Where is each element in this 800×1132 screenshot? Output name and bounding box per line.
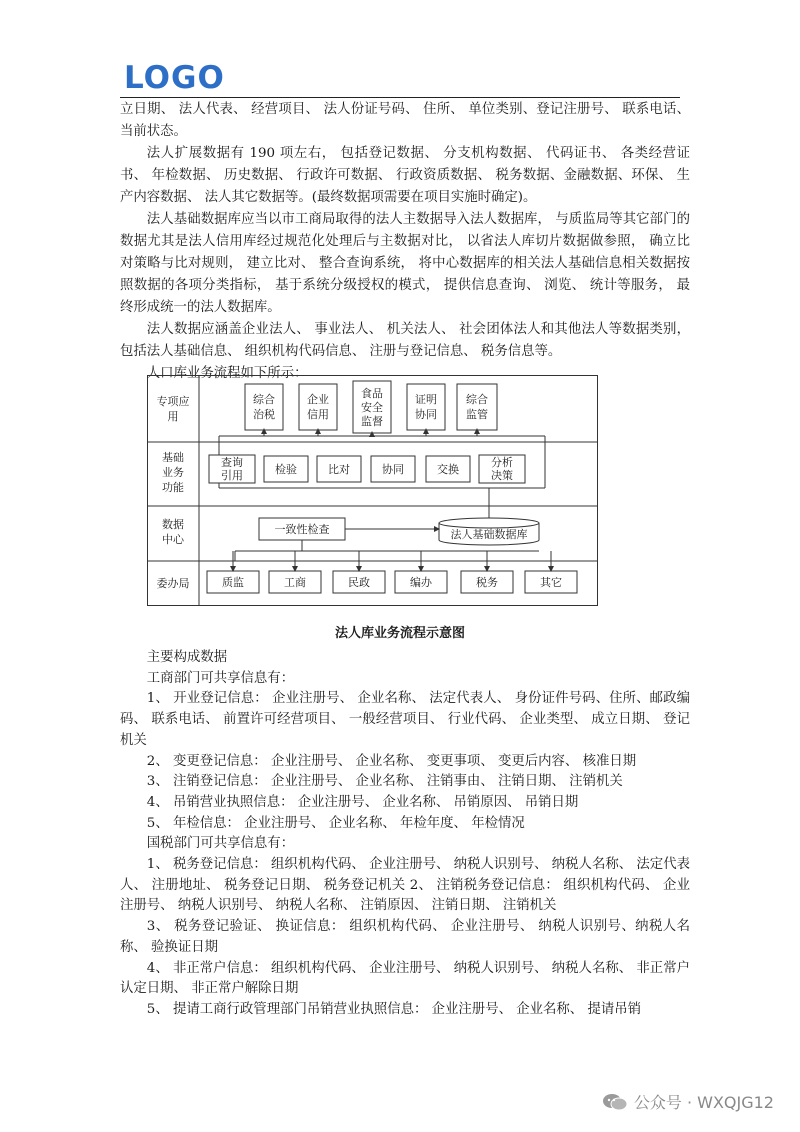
row-label-apps: 专项应 (156, 395, 190, 408)
paragraph: 立日期、 法人代表、 经营项目、 法人份证号码、 住所、 单位类别、登记注册号、 联系电话、 当前状态。 (120, 102, 690, 139)
svg-text:交换: 交换 (437, 463, 459, 476)
svg-text:民政: 民政 (348, 576, 370, 589)
agency-box (207, 571, 259, 593)
paragraph: 4、 吊销营业执照信息： 企业注册号、 企业名称、 吊销原因、 吊销日期 (146, 794, 579, 810)
agency-box (461, 571, 513, 593)
paragraph: 3、 注销登记信息： 企业注册号、 企业名称、 注销事由、 注销日期、 注销机关 (146, 774, 623, 790)
agency-box (525, 571, 577, 593)
row-label-functions: 基础 (162, 451, 184, 464)
svg-text:业务: 业务 (162, 466, 184, 479)
function-box (264, 456, 308, 482)
function-box (371, 456, 415, 482)
row-label-datacenter: 数据 (162, 518, 184, 531)
paragraph: 法人基础数据库应当以市工商局取得的法人主数据导入法人数据库， 与质监局等其它部门的数据尤其是法人信用库经过规范化处理后与主数据对比， 以省法人库切片数据做参照， 确立比对策略与比对规则， 建立比对、 整合查询系统， 将中心数据库的相关法人基础信息相关数据按照数据的各项分类指标， 基于系统分级授权的模式， 提供信息查询、 浏览、 统计等服务， 最终形成统一的法人数据库。 (120, 212, 690, 315)
paragraph: 2、 变更登记信息： 企业注册号、 企业名称、 变更事项、 变更后内容、 核准日期 (146, 753, 637, 769)
svg-text:功能: 功能 (162, 481, 184, 494)
svg-text:协同: 协同 (382, 463, 404, 476)
paragraph: 1、 开业登记信息： 企业注册号、 企业名称、 法定代表人、 身份证件号码、住所、邮政编码、 联系电话、 前置许可经营项目、 一般经营项目、 行业代码、 企业类型、 成立日期、 登记机关 (120, 691, 690, 748)
watermark (602, 1090, 774, 1113)
row-label-agencies: 委办局 (156, 577, 190, 590)
wechat-icon (602, 1092, 628, 1112)
agency-box (269, 571, 321, 593)
header-rule (120, 97, 680, 98)
paragraph: 3、 税务登记验证、 换证信息： 组织机构代码、 企业注册号、 纳税人识别号、纳税人名称、 验换证日期 (120, 919, 690, 955)
svg-text:检验: 检验 (275, 463, 297, 476)
watermark-text: 公众号 · WXQJG12 (633, 1093, 774, 1112)
function-box (426, 456, 470, 482)
svg-text:税务: 税务 (476, 576, 498, 589)
svg-text:食品: 食品 (361, 387, 383, 400)
paragraph: 5、 年检信息： 企业注册号、 企业名称、 年检年度、 年检情况 (146, 815, 525, 831)
logo: LOGO (124, 60, 225, 96)
svg-text:一致性检查: 一致性检查 (274, 523, 330, 536)
diagram-caption: 法人库业务流程示意图 (334, 626, 465, 641)
app-box (407, 384, 445, 436)
svg-text:决策: 决策 (491, 469, 513, 482)
app-box (457, 384, 497, 436)
svg-text:质监: 质监 (222, 576, 244, 589)
app-box (353, 381, 391, 436)
paragraph: 国税部门可共享信息有： (146, 836, 295, 852)
svg-text:监管: 监管 (466, 408, 488, 421)
svg-text:治税: 治税 (253, 408, 275, 421)
svg-text:工商: 工商 (284, 576, 306, 589)
app-box (299, 384, 337, 436)
paragraph: 1、 税务登记信息： 组织机构代码、 企业注册号、 纳税人识别号、 纳税人名称、 法定代表人、 注册地址、 税务登记日期、 税务登记机关 2、 注销税务登记信息： 组织机构代码、 企业注册号、 纳税人识别号、 纳税人名称、 注销原因、 注销日期、 注销机关 (120, 857, 690, 914)
svg-text:综合: 综合 (253, 393, 275, 406)
database-cylinder (439, 518, 539, 545)
svg-text:编办: 编办 (410, 576, 432, 589)
paragraph: 工商部门可共享信息有： (146, 670, 295, 686)
paragraph: 法人数据应涵盖企业法人、 事业法人、 机关法人、 社会团体法人和其他法人等数据类别， 包括法人基础信息、 组织机构代码信息、 注册与登记信息、 税务信息等。 (120, 322, 690, 359)
app-box (245, 384, 283, 436)
function-box (209, 455, 255, 483)
agency-box (333, 571, 385, 593)
paragraph: 人口库业务流程如下所示： (146, 366, 308, 381)
paragraph: 5、 提请工商行政管理部门吊销营业执照信息： 企业注册号、 企业名称、 提请吊销 (146, 1001, 642, 1017)
svg-text:法人基础数据库: 法人基础数据库 (450, 528, 528, 541)
flow-diagram (147, 375, 599, 607)
body-text (120, 648, 690, 1021)
svg-text:企业: 企业 (307, 393, 329, 406)
paragraph: 主要构成数据 (146, 650, 228, 665)
function-box (479, 455, 525, 483)
svg-text:比对: 比对 (328, 463, 350, 476)
intro-text (120, 99, 690, 385)
svg-text:安全: 安全 (361, 401, 383, 414)
svg-text:协同: 协同 (415, 408, 437, 421)
svg-text:监督: 监督 (361, 415, 383, 428)
agency-box (395, 571, 447, 593)
paragraph: 法人扩展数据有 190 项左右， 包括登记数据、 分支机构数据、 代码证书、 各类经营证书、 年检数据、 历史数据、 行政许可数据、 行政资质数据、 税务数据、金融数据、环保、 生产内容数据、 法人其它数据等。(最终数据项需要在项目实施时确定)。 (120, 146, 690, 205)
svg-text:综合: 综合 (466, 393, 488, 406)
svg-text:证明: 证明 (415, 393, 437, 406)
paragraph: 4、 非正常户信息： 组织机构代码、 企业注册号、 纳税人识别号、 纳税人名称、 非正常户认定日期、 非正常户解除日期 (120, 960, 690, 997)
svg-text:其它: 其它 (540, 576, 562, 589)
svg-text:用: 用 (167, 410, 179, 423)
function-box (317, 456, 361, 482)
svg-text:信用: 信用 (307, 408, 329, 421)
svg-text:中心: 中心 (162, 533, 184, 546)
svg-text:分析: 分析 (491, 456, 513, 469)
svg-text:引用: 引用 (221, 469, 243, 482)
svg-text:查询: 查询 (221, 456, 243, 469)
